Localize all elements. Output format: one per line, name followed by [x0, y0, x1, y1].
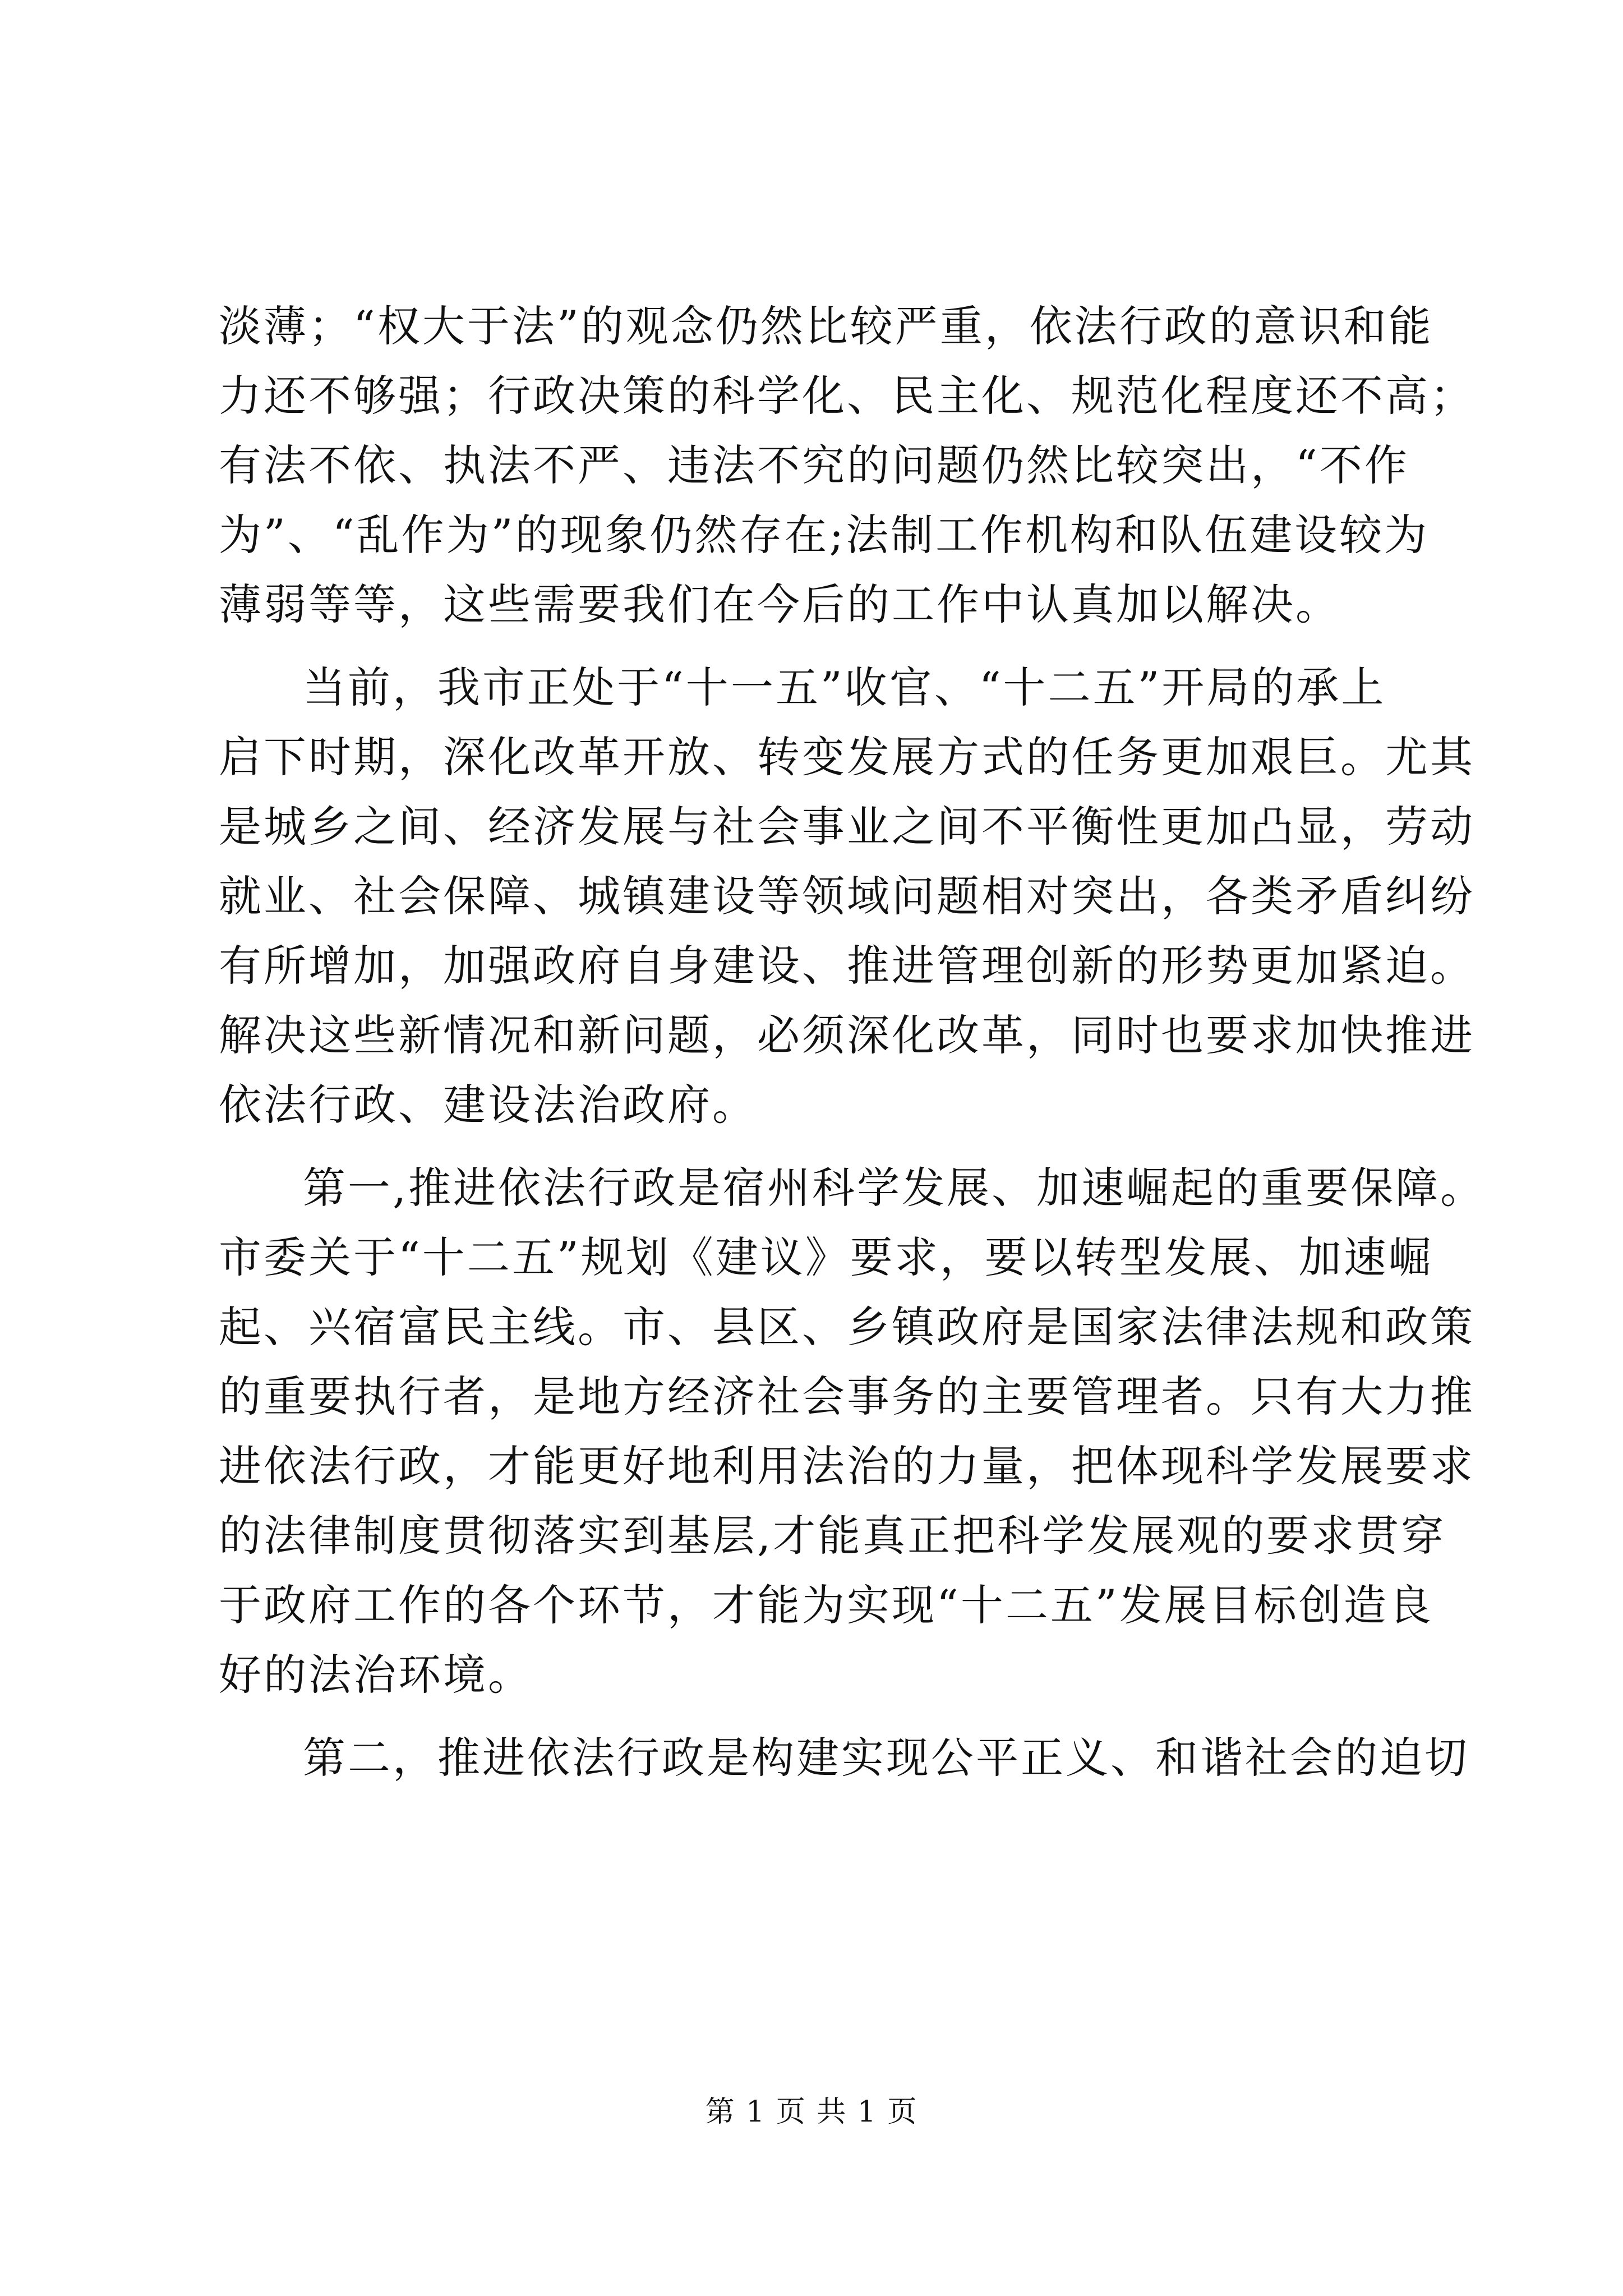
text-line: 为”、“乱作为”的现象仍然存在;法制工作机构和队伍建设较为 — [219, 510, 1430, 560]
text-line: 的法律制度贯彻落实到基层,才能真正把科学发展观的要求贯穿 — [219, 1511, 1446, 1561]
text-line: 第二，推进依法行政是构建实现公平正义、和谐社会的迫切 — [303, 1733, 1469, 1783]
text-line: 启下时期，深化改革开放、转变发展方式的任务更加艰巨。尤其 — [219, 732, 1475, 782]
paragraph-p2 — [219, 653, 1475, 1140]
text-line: 依法行政、建设法治政府。 — [219, 1080, 757, 1130]
document-body — [219, 292, 1486, 1793]
text-line: 的重要执行者，是地方经济社会事务的主要管理者。只有大力推 — [219, 1372, 1475, 1421]
text-line: 当前，我市正处于“十一五”收官、“十二五”开局的承上 — [303, 662, 1386, 712]
paragraph-p1 — [219, 292, 1475, 639]
text-line: 力还不够强；行政决策的科学化、民主化、规范化程度还不高； — [219, 371, 1475, 421]
text-line: 解决这些新情况和新问题，必须深化改革，同时也要求加快推进 — [219, 1010, 1475, 1060]
paragraph-p3 — [219, 1153, 1486, 1710]
text-line: 市委关于“十二五”规划《建议》要求，要以转型发展、加速崛 — [219, 1232, 1433, 1282]
paragraph-p4 — [219, 1723, 1469, 1793]
text-line: 于政府工作的各个环节，才能为实现“十二五”发展目标创造良 — [219, 1580, 1433, 1630]
text-line: 好的法治环境。 — [219, 1650, 533, 1700]
text-line: 有法不依、执法不严、违法不究的问题仍然比较突出，“不作 — [219, 440, 1409, 490]
text-line: 就业、社会保障、城镇建设等领域问题相对突出，各类矛盾纠纷 — [219, 871, 1475, 921]
text-line: 是城乡之间、经济发展与社会事业之间不平衡性更加凸显，劳动 — [219, 802, 1475, 852]
text-line: 有所增加，加强政府自身建设、推进管理创新的形势更加紧迫。 — [219, 941, 1475, 991]
page-footer: 第 1 页 共 1 页 — [705, 2095, 918, 2129]
text-line: 起、兴宿富民主线。市、县区、乡镇政府是国家法律法规和政策 — [219, 1302, 1475, 1352]
text-line: 淡薄；“权大于法”的观念仍然比较严重，依法行政的意识和能 — [219, 301, 1433, 351]
text-line: 进依法行政，才能更好地利用法治的力量，把体现科学发展要求 — [219, 1441, 1475, 1491]
text-line: 第一,推进依法行政是宿州科学发展、加速崛起的重要保障。 — [303, 1163, 1486, 1213]
text-line: 薄弱等等，这些需要我们在今后的工作中认真加以解决。 — [219, 579, 1340, 629]
